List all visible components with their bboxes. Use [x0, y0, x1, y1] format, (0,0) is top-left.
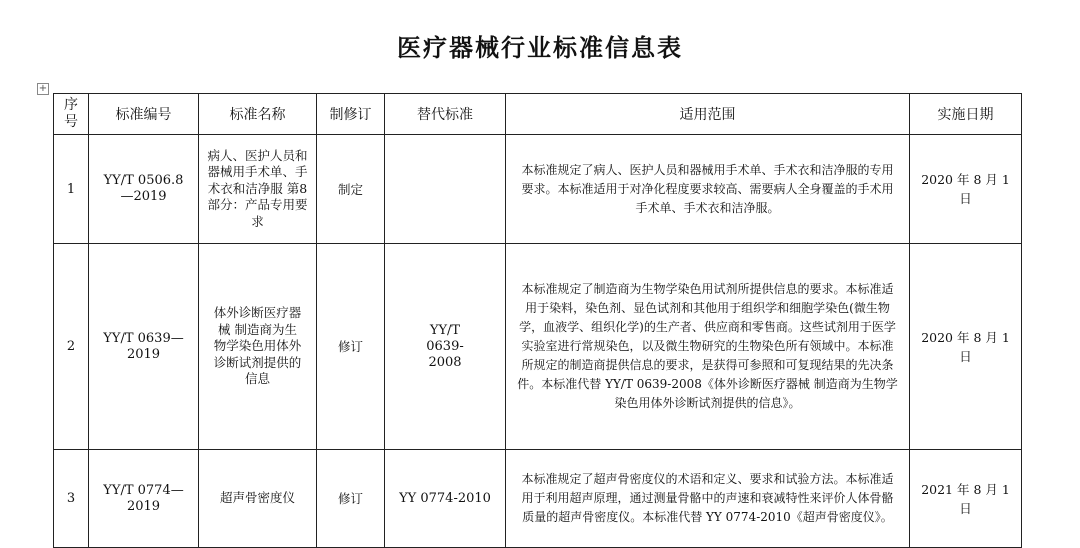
row-type: 修订	[317, 244, 385, 450]
row-scope: 本标准规定了病人、医护人员和器械用手术单、手术衣和洁净服的专用要求。本标准适用于对净化程度要求较高、需要病人全身覆盖的手术用手术单、手术衣和洁净服。	[506, 135, 910, 244]
header-type: 制修订	[317, 94, 385, 135]
header-no: 序号	[54, 94, 89, 135]
row-code: YY/T 0774—2019	[89, 450, 199, 548]
row-name: 超声骨密度仪	[199, 450, 317, 548]
row-no: 2	[54, 244, 89, 450]
header-code: 标准编号	[89, 94, 199, 135]
row-code: YY/T 0639—2019	[89, 244, 199, 450]
row-date: 2021 年 8 月 1 日	[910, 450, 1022, 548]
row-scope: 本标准规定了制造商为生物学染色用试剂所提供信息的要求。本标准适用于染料，染色剂、显色试剂和其他用于组织学和细胞学染色(微生物学，血液学、组织化学)的生产者、供应商和零售商。这些试剂用于医学实验室进行常规染色，以及微生物研究的生物染色所有领域中。本标准所规定的制造商提供信息的要求，是获得可参照和可复现结果的先决条件。本标准代替 YY/T 0639-2008《体外诊断医疗器械 制造商为生物学染色用体外诊断试剂提供的信息》。	[506, 244, 910, 450]
table-row	[54, 135, 1022, 244]
header-scope: 适用范围	[506, 94, 910, 135]
table-row	[54, 244, 1022, 450]
row-type: 修订	[317, 450, 385, 548]
row-scope: 本标准规定了超声骨密度仪的术语和定义、要求和试验方法。本标准适用于利用超声原理，通过测量骨骼中的声速和衰减特性来评价人体骨骼质量的超声骨密度仪。本标准代替 YY 0774-2010《超声骨密度仪》。	[506, 450, 910, 548]
row-name: 病人、医护人员和器械用手术单、手术衣和洁净服 第8部分：产品专用要求	[199, 135, 317, 244]
row-name: 体外诊断医疗器械 制造商为生物学染色用体外诊断试剂提供的信息	[199, 244, 317, 450]
row-no: 3	[54, 450, 89, 548]
row-type: 制定	[317, 135, 385, 244]
table-move-handle-icon[interactable]: +	[38, 83, 48, 94]
row-date: 2020 年 8 月 1 日	[910, 244, 1022, 450]
header-replaces: 替代标准	[385, 94, 506, 135]
row-replaces: YY 0774-2010	[385, 450, 506, 548]
row-replaces: YY/T 0639-2008	[385, 244, 506, 450]
table-row	[54, 450, 1022, 548]
row-no: 1	[54, 135, 89, 244]
header-name: 标准名称	[199, 94, 317, 135]
row-date: 2020 年 8 月 1 日	[910, 135, 1022, 244]
row-code: YY/T 0506.8—2019	[89, 135, 199, 244]
standards-table	[53, 93, 1022, 548]
page-title: 医疗器械行业标准信息表	[397, 34, 683, 62]
header-date: 实施日期	[910, 94, 1022, 135]
table-header-row	[54, 94, 1022, 135]
row-replaces	[385, 135, 506, 244]
